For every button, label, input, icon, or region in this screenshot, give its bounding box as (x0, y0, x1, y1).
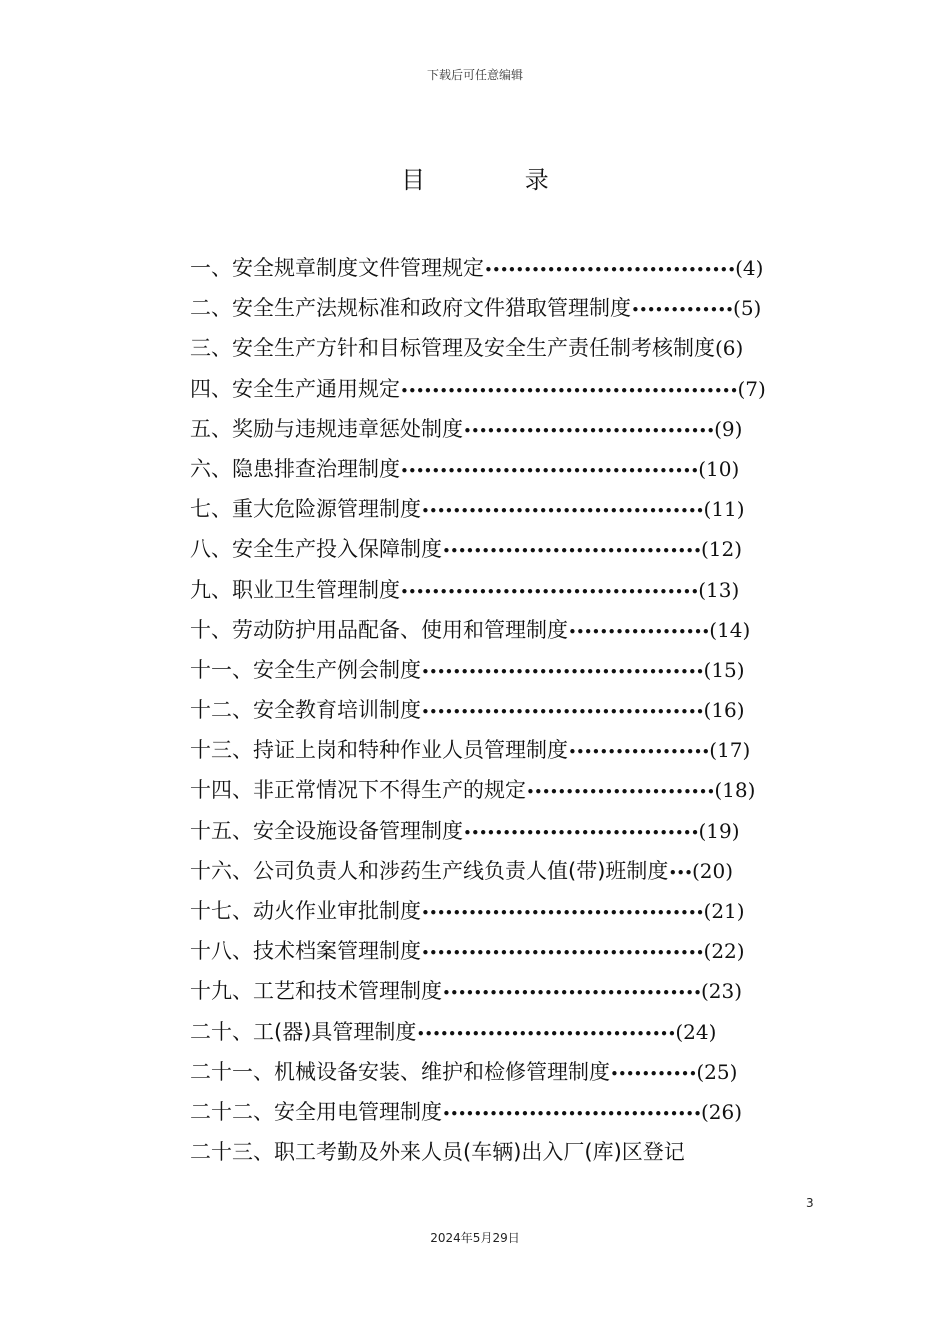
toc-item-leader-dots: ••••••••••••••••••••••••••••••••••••••••••• (400, 381, 738, 400)
toc-item-title: 十二、安全教育培训制度 (190, 698, 421, 723)
toc-item[interactable] (190, 371, 810, 411)
toc-item-page: (13) (698, 577, 740, 602)
toc-item-page: (11) (703, 497, 745, 522)
toc-item[interactable] (190, 973, 810, 1013)
toc-item-leader-dots: ••••••••••••• (631, 301, 734, 320)
toc-item[interactable] (190, 531, 810, 571)
toc-item-page: (17) (709, 738, 751, 763)
page-title: 目 录 (401, 166, 595, 194)
toc-item-title: 十六、公司负责人和涉药生产线负责人值(带)班制度 (190, 858, 669, 883)
toc-item-leader-dots: •••••••••••••••••••••••••••••••••••• (421, 904, 704, 922)
toc-item-title: 十三、持证上岗和特种作业人员管理制度 (190, 738, 568, 763)
toc-item-page: (9) (714, 416, 743, 441)
toc-item-page: (22) (703, 939, 745, 964)
toc-item-title: 十七、动火作业审批制度 (190, 899, 421, 923)
toc-item[interactable] (190, 491, 810, 531)
toc-item[interactable] (190, 290, 810, 330)
toc-item[interactable] (190, 1014, 810, 1054)
toc-item-leader-dots: ••••••••••••••••••••••••••••••••• (442, 984, 701, 1003)
toc-item[interactable] (190, 1054, 810, 1094)
toc-item[interactable] (190, 612, 810, 652)
toc-item[interactable] (190, 853, 810, 893)
toc-item-title: 二十、工(器)具管理制度 (190, 1019, 417, 1044)
toc-item[interactable] (190, 411, 810, 451)
toc-item-leader-dots: •••••••••••••••••••••••••••••••• (484, 261, 736, 279)
toc-item-page: (14) (709, 617, 751, 642)
toc-item-leader-dots: •••••••••••••••••••••••••••••••••••• (421, 944, 704, 963)
toc-item-title: 一、安全规章制度文件管理规定 (190, 256, 484, 280)
toc-item-leader-dots: •••••••••••••••••••••••••••••••••••• (421, 502, 704, 521)
toc-item-title: 六、隐患排查治理制度 (190, 456, 400, 481)
page-number: 3 (806, 1196, 814, 1210)
toc-item-page: (7) (737, 376, 766, 401)
toc-item[interactable] (190, 1094, 810, 1134)
toc-item[interactable] (190, 933, 810, 973)
toc-item-leader-dots: •••••••••••••••••••••••••••••••••••• (421, 662, 704, 681)
toc-item-page: (24) (675, 1019, 717, 1044)
toc-item-leader-dots: •••••••••••••••••••••••••••••••••••• (421, 703, 704, 722)
toc-item[interactable] (190, 732, 810, 772)
toc-item-title: 十四、非正常情况下不得生产的规定 (190, 778, 526, 803)
toc-item-page: (16) (703, 698, 745, 723)
toc-item-leader-dots: •••••••••••••••••••••••• (526, 783, 715, 802)
toc-item-page: (23) (700, 979, 743, 1004)
toc-item[interactable] (190, 330, 810, 370)
toc-item-title: 五、奖励与违规违章惩处制度 (190, 416, 463, 441)
toc-item-page: (10) (698, 456, 740, 481)
header-note: 下载后可任意编辑 (426, 68, 523, 82)
toc-item-title: 十八、技术档案管理制度 (190, 939, 421, 964)
toc-item-leader-dots: •••••••••••••••••••••••••••••••••••••• (400, 582, 699, 601)
toc-item-title: 二、安全生产法规标准和政府文件猎取管理制度 (190, 296, 631, 321)
toc-item-title: 七、重大危险源管理制度 (190, 497, 421, 522)
toc-item-page: (12) (700, 537, 743, 562)
toc-item-leader-dots: ••••••••••••••••••••••••••••••••• (442, 1104, 701, 1123)
toc-item-title: 十一、安全生产例会制度 (190, 657, 421, 682)
toc-item-page: (4) (735, 256, 764, 280)
toc-item-title: 二十二、安全用电管理制度 (190, 1099, 442, 1124)
toc-item-title: 三、安全生产方针和目标管理及安全生产责任制考核制度 (190, 336, 715, 361)
toc-item[interactable] (190, 813, 810, 853)
toc-item-title: 二十三、职工考勤及外来人员(车辆)出入厂(库)区登记 (190, 1140, 685, 1165)
footer-date: 2024年5月29日 (430, 1231, 520, 1245)
toc-item-page: (21) (703, 899, 745, 923)
toc-item-leader-dots: •••••••••••••••••• (568, 743, 710, 762)
toc-item-page: (20) (691, 858, 733, 883)
toc-item[interactable] (190, 451, 810, 491)
toc-item-page: (15) (703, 657, 745, 682)
toc-item-title: 十九、工艺和技术管理制度 (190, 979, 442, 1004)
toc-item[interactable] (190, 893, 810, 933)
toc-item-title: 四、安全生产通用规定 (190, 376, 400, 401)
toc-item-page: (6) (715, 336, 744, 361)
toc-item-leader-dots: ••••••••••• (610, 1064, 697, 1083)
toc-list (190, 250, 810, 1174)
toc-item[interactable] (190, 772, 810, 812)
toc-item-page: (25) (696, 1059, 738, 1084)
toc-item-page: (19) (698, 818, 740, 843)
toc-item[interactable] (190, 1134, 810, 1174)
toc-item-leader-dots: ••••••••••••••••••••••••••••••••• (416, 1024, 676, 1043)
toc-item-title: 九、职业卫生管理制度 (190, 577, 400, 602)
toc-item-leader-dots: ••••••••••••••••••••••••••••••••• (442, 542, 701, 561)
toc-item-title: 十五、安全设施设备管理制度 (190, 818, 463, 843)
toc-item-title: 二十一、机械设备安装、维护和检修管理制度 (190, 1059, 610, 1084)
toc-item-title: 十、劳动防护用品配备、使用和管理制度 (190, 617, 568, 642)
toc-item-page: (18) (714, 778, 756, 803)
toc-item-page: (5) (733, 296, 762, 321)
toc-item[interactable] (190, 692, 810, 732)
toc-item[interactable] (190, 250, 810, 290)
toc-item-leader-dots: •••••••••••••••••••••••••••••••••••••• (400, 461, 699, 480)
toc-item-leader-dots: •••••••••••••••••••••••••••••••• (463, 421, 715, 440)
toc-item-leader-dots: •••••••••••••••••••••••••••••• (463, 823, 699, 842)
toc-item[interactable] (190, 572, 810, 612)
toc-item-leader-dots: ••• (668, 863, 692, 882)
toc-item-title: 八、安全生产投入保障制度 (190, 537, 442, 562)
toc-item[interactable] (190, 652, 810, 692)
toc-item-page: (26) (700, 1099, 743, 1124)
toc-item-leader-dots: •••••••••••••••••• (568, 622, 710, 641)
